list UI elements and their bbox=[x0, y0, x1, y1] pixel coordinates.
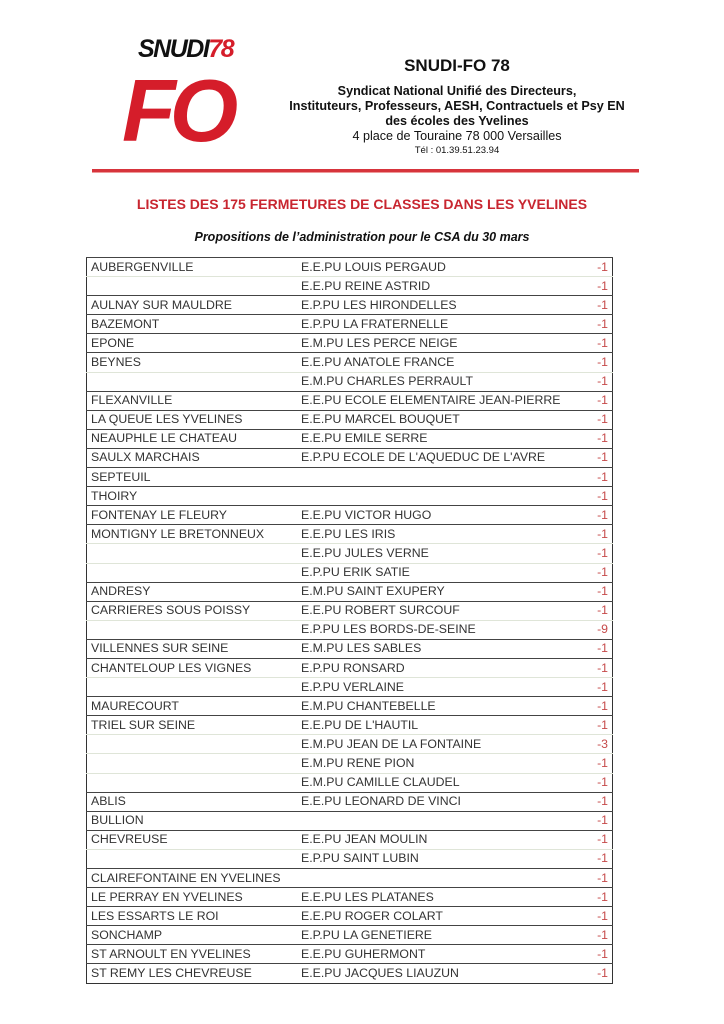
school-cell: E.M.PU RENE PION bbox=[297, 754, 564, 773]
table-row bbox=[87, 620, 613, 639]
closure-count: -1 bbox=[564, 429, 612, 448]
school-cell: E.E.PU MARCEL BOUQUET bbox=[297, 410, 564, 429]
school-cell: E.E.PU LOUIS PERGAUD bbox=[297, 258, 564, 277]
school-cell: E.M.PU CHARLES PERRAULT bbox=[297, 372, 564, 391]
table-row bbox=[87, 926, 613, 945]
commune-cell bbox=[87, 678, 298, 697]
table-row bbox=[87, 964, 613, 983]
school-cell: E.M.PU JEAN DE LA FONTAINE bbox=[297, 735, 564, 754]
logo-snudi-word: SNUDI bbox=[138, 35, 209, 63]
org-name: SNUDI-FO 78 bbox=[404, 56, 510, 75]
commune-cell: BULLION bbox=[87, 811, 298, 830]
closures-table-body bbox=[87, 258, 613, 984]
org-description bbox=[262, 84, 652, 129]
closure-count: -1 bbox=[564, 773, 612, 792]
table-row bbox=[87, 506, 613, 525]
closure-count: -1 bbox=[564, 582, 612, 601]
closure-count: -1 bbox=[564, 849, 612, 868]
table-row bbox=[87, 296, 613, 315]
commune-cell: CHEVREUSE bbox=[87, 830, 298, 849]
commune-cell: FONTENAY LE FLEURY bbox=[87, 506, 298, 525]
table-row bbox=[87, 372, 613, 391]
table-row bbox=[87, 716, 613, 735]
snudi-fo-logo bbox=[122, 36, 250, 158]
table-row bbox=[87, 849, 613, 868]
school-cell: E.P.PU RONSARD bbox=[297, 658, 564, 677]
table-row bbox=[87, 811, 613, 830]
school-cell: E.M.PU CAMILLE CLAUDEL bbox=[297, 773, 564, 792]
closure-count: -1 bbox=[564, 391, 612, 410]
commune-cell: MONTIGNY LE BRETONNEUX bbox=[87, 525, 298, 544]
table-row bbox=[87, 639, 613, 658]
commune-cell bbox=[87, 754, 298, 773]
commune-cell bbox=[87, 563, 298, 582]
commune-cell bbox=[87, 544, 298, 563]
school-cell bbox=[297, 468, 564, 487]
commune-cell bbox=[87, 735, 298, 754]
commune-cell bbox=[87, 773, 298, 792]
commune-cell: FLEXANVILLE bbox=[87, 391, 298, 410]
closure-count: -1 bbox=[564, 353, 612, 372]
school-cell: E.E.PU LES PLATANES bbox=[297, 888, 564, 907]
table-row bbox=[87, 888, 613, 907]
closure-count: -1 bbox=[564, 697, 612, 716]
school-cell: E.P.PU LA GENETIERE bbox=[297, 926, 564, 945]
commune-cell: SONCHAMP bbox=[87, 926, 298, 945]
commune-cell: CLAIREFONTAINE EN YVELINES bbox=[87, 869, 298, 888]
closure-count: -1 bbox=[564, 945, 612, 964]
school-cell bbox=[297, 811, 564, 830]
table-row bbox=[87, 429, 613, 448]
logo-snudi-text bbox=[138, 36, 233, 62]
school-cell: E.E.PU JEAN MOULIN bbox=[297, 830, 564, 849]
table-row bbox=[87, 754, 613, 773]
document-title: LISTES DES 175 FERMETURES DE CLASSES DANS LES YVELINES bbox=[136, 196, 588, 212]
table-row bbox=[87, 487, 613, 506]
school-cell: E.E.PU DE L'HAUTIL bbox=[297, 716, 564, 735]
table-row bbox=[87, 658, 613, 677]
commune-cell: AULNAY SUR MAULDRE bbox=[87, 296, 298, 315]
commune-cell bbox=[87, 849, 298, 868]
table-row bbox=[87, 334, 613, 353]
school-cell: E.M.PU SAINT EXUPERY bbox=[297, 582, 564, 601]
table-row bbox=[87, 697, 613, 716]
closure-count: -1 bbox=[564, 563, 612, 582]
table-row bbox=[87, 563, 613, 582]
table-row bbox=[87, 391, 613, 410]
desc-line: Instituteurs, Professeurs, AESH, Contractuels et Psy EN bbox=[289, 99, 625, 113]
table-row bbox=[87, 792, 613, 811]
closure-count: -1 bbox=[564, 792, 612, 811]
school-cell: E.E.PU JULES VERNE bbox=[297, 544, 564, 563]
school-cell: E.E.PU EMILE SERRE bbox=[297, 429, 564, 448]
table-row bbox=[87, 544, 613, 563]
commune-cell: LE PERRAY EN YVELINES bbox=[87, 888, 298, 907]
school-cell: E.E.PU REINE ASTRID bbox=[297, 277, 564, 296]
closure-count: -1 bbox=[564, 830, 612, 849]
school-cell: E.P.PU ECOLE DE L'AQUEDUC DE L'AVRE bbox=[297, 448, 564, 467]
closure-count: -1 bbox=[564, 487, 612, 506]
commune-cell bbox=[87, 372, 298, 391]
desc-line: Syndicat National Unifié des Directeurs, bbox=[337, 84, 577, 98]
school-cell: E.P.PU ERIK SATIE bbox=[297, 563, 564, 582]
commune-cell: ST REMY LES CHEVREUSE bbox=[87, 964, 298, 983]
table-row bbox=[87, 410, 613, 429]
school-cell: E.P.PU VERLAINE bbox=[297, 678, 564, 697]
closure-count: -1 bbox=[564, 506, 612, 525]
school-cell: E.E.PU LEONARD DE VINCI bbox=[297, 792, 564, 811]
commune-cell bbox=[87, 277, 298, 296]
closure-count: -1 bbox=[564, 296, 612, 315]
closure-count: -1 bbox=[564, 716, 612, 735]
commune-cell: LES ESSARTS LE ROI bbox=[87, 907, 298, 926]
closure-count: -1 bbox=[564, 525, 612, 544]
closure-count: -1 bbox=[564, 811, 612, 830]
closure-count: -1 bbox=[564, 639, 612, 658]
table-row bbox=[87, 773, 613, 792]
school-cell: E.E.PU JACQUES LIAUZUN bbox=[297, 964, 564, 983]
closure-count: -1 bbox=[564, 907, 612, 926]
school-cell: E.E.PU ANATOLE FRANCE bbox=[297, 353, 564, 372]
table-row bbox=[87, 907, 613, 926]
closure-count: -1 bbox=[564, 315, 612, 334]
closure-count: -3 bbox=[564, 735, 612, 754]
school-cell bbox=[297, 487, 564, 506]
table-row bbox=[87, 315, 613, 334]
school-cell: E.M.PU CHANTEBELLE bbox=[297, 697, 564, 716]
closure-count: -1 bbox=[564, 926, 612, 945]
school-cell: E.E.PU ROBERT SURCOUF bbox=[297, 601, 564, 620]
school-cell: E.E.PU ECOLE ELEMENTAIRE JEAN-PIERRE bbox=[297, 391, 564, 410]
school-cell: E.E.PU ROGER COLART bbox=[297, 907, 564, 926]
table-row bbox=[87, 448, 613, 467]
school-cell bbox=[297, 869, 564, 888]
table-row bbox=[87, 601, 613, 620]
commune-cell: THOIRY bbox=[87, 487, 298, 506]
desc-line: des écoles des Yvelines bbox=[385, 114, 529, 128]
table-row bbox=[87, 258, 613, 277]
closure-count: -1 bbox=[564, 468, 612, 487]
commune-cell: SAULX MARCHAIS bbox=[87, 448, 298, 467]
header-divider bbox=[92, 169, 639, 173]
commune-cell: EPONE bbox=[87, 334, 298, 353]
table-row bbox=[87, 277, 613, 296]
org-phone: Tél : 01.39.51.23.94 bbox=[414, 145, 500, 156]
commune-cell: MAURECOURT bbox=[87, 697, 298, 716]
closure-count: -1 bbox=[564, 869, 612, 888]
closure-count: -1 bbox=[564, 544, 612, 563]
letterhead bbox=[262, 52, 652, 157]
closure-count: -1 bbox=[564, 964, 612, 983]
table-row bbox=[87, 525, 613, 544]
commune-cell: NEAUPHLE LE CHATEAU bbox=[87, 429, 298, 448]
table-row bbox=[87, 830, 613, 849]
commune-cell: AUBERGENVILLE bbox=[87, 258, 298, 277]
closure-count: -1 bbox=[564, 334, 612, 353]
closure-count: -1 bbox=[564, 410, 612, 429]
commune-cell: TRIEL SUR SEINE bbox=[87, 716, 298, 735]
closure-count: -1 bbox=[564, 258, 612, 277]
commune-cell: CARRIERES SOUS POISSY bbox=[87, 601, 298, 620]
school-cell: E.P.PU LES HIRONDELLES bbox=[297, 296, 564, 315]
commune-cell: SEPTEUIL bbox=[87, 468, 298, 487]
table-row bbox=[87, 945, 613, 964]
table-row bbox=[87, 678, 613, 697]
closure-count: -9 bbox=[564, 620, 612, 639]
table-row bbox=[87, 582, 613, 601]
commune-cell: ANDRESY bbox=[87, 582, 298, 601]
closure-count: -1 bbox=[564, 277, 612, 296]
school-cell: E.E.PU GUHERMONT bbox=[297, 945, 564, 964]
document-subtitle: Propositions de l’administration pour le CSA du 30 mars bbox=[194, 230, 530, 244]
school-cell: E.P.PU LA FRATERNELLE bbox=[297, 315, 564, 334]
commune-cell: CHANTELOUP LES VIGNES bbox=[87, 658, 298, 677]
logo-78-number: 78 bbox=[208, 35, 234, 63]
table-row bbox=[87, 353, 613, 372]
school-cell: E.P.PU SAINT LUBIN bbox=[297, 849, 564, 868]
commune-cell: BEYNES bbox=[87, 353, 298, 372]
commune-cell: ST ARNOULT EN YVELINES bbox=[87, 945, 298, 964]
closure-count: -1 bbox=[564, 372, 612, 391]
table-row bbox=[87, 468, 613, 487]
closure-count: -1 bbox=[564, 448, 612, 467]
table-row bbox=[87, 735, 613, 754]
school-cell: E.E.PU LES IRIS bbox=[297, 525, 564, 544]
closures-table bbox=[86, 257, 613, 984]
logo-fo-text: FO bbox=[122, 61, 233, 160]
commune-cell: ABLIS bbox=[87, 792, 298, 811]
table-row bbox=[87, 869, 613, 888]
org-address: 4 place de Touraine 78 000 Versailles bbox=[352, 129, 562, 143]
closure-count: -1 bbox=[564, 658, 612, 677]
commune-cell: BAZEMONT bbox=[87, 315, 298, 334]
closure-count: -1 bbox=[564, 888, 612, 907]
school-cell: E.M.PU LES PERCE NEIGE bbox=[297, 334, 564, 353]
commune-cell: VILLENNES SUR SEINE bbox=[87, 639, 298, 658]
school-cell: E.M.PU LES SABLES bbox=[297, 639, 564, 658]
school-cell: E.P.PU LES BORDS-DE-SEINE bbox=[297, 620, 564, 639]
closure-count: -1 bbox=[564, 678, 612, 697]
school-cell: E.E.PU VICTOR HUGO bbox=[297, 506, 564, 525]
closure-count: -1 bbox=[564, 754, 612, 773]
commune-cell: LA QUEUE LES YVELINES bbox=[87, 410, 298, 429]
commune-cell bbox=[87, 620, 298, 639]
closure-count: -1 bbox=[564, 601, 612, 620]
